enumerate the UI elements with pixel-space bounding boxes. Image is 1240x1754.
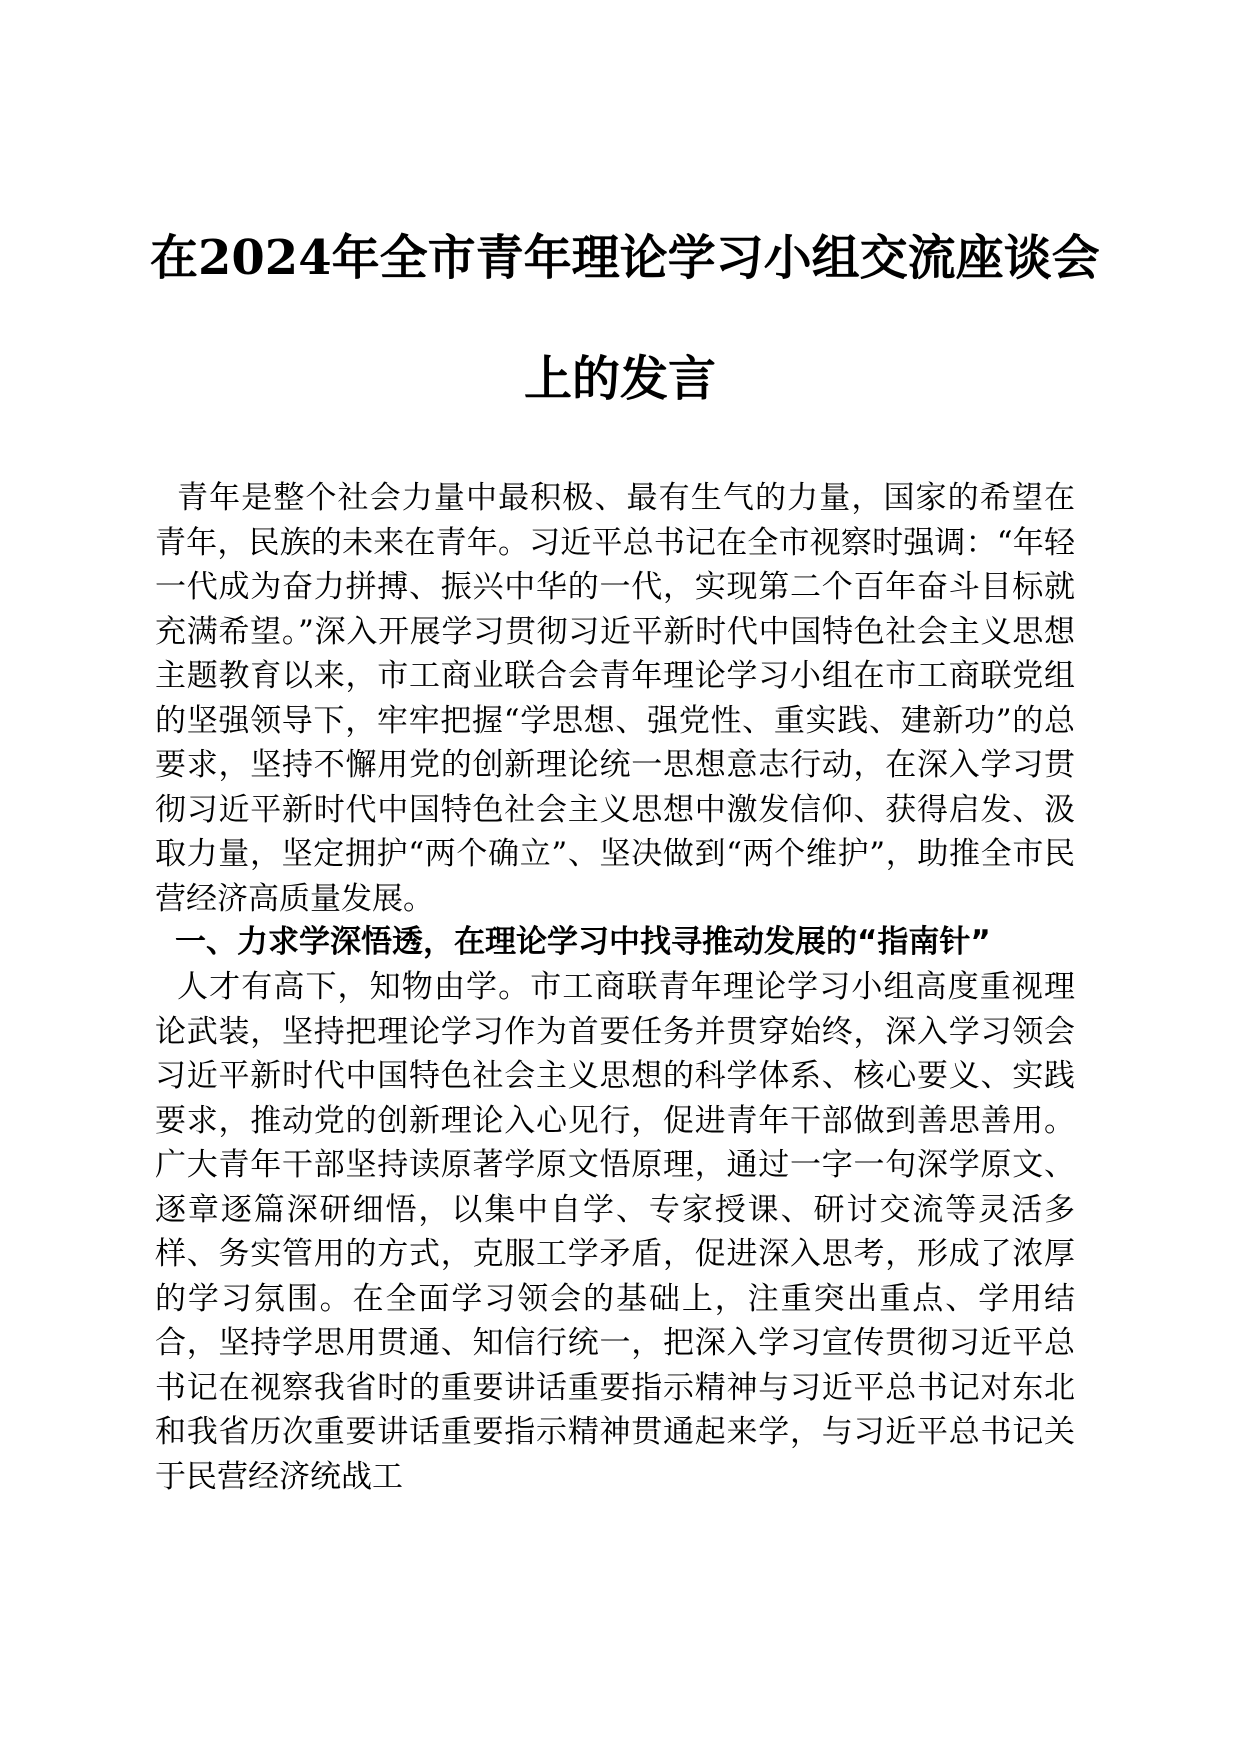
body-paragraph-2: 人才有高下，知物由学。市工商联青年理论学习小组高度重视理论武装，坚持把理论学习作为首要任务并贯穿始终，深入学习领会习近平新时代中国特色社会主义思想的科学体系、核心要义、实践要求，推动党的创新理论入心见行，促进青年干部做到善思善用。广大青年干部坚持读原著学原文悟原理，通过一字一句深学原文、逐章逐篇深研细悟，以集中自学、专家授课、研讨交流等灵活多样、务实管用的方式，克服工学矛盾，促进深入思考，形成了浓厚的学习氛围。在全面学习领会的基础上，注重突出重点、学用结合，坚持学思用贯通、知信行统一，把深入学习宣传贯彻习近平总书记在视察我省时的重要讲话重要指示精神与习近平总书记对东北和我省历次重要讲话重要指示精神贯通起来学，与习近平总书记关于民营经济统战工 [155, 969, 1075, 1495]
document-title-line-1: 在2024年全市青年理论学习小组交流座谈会 [150, 230, 1100, 286]
body-paragraph-1: 青年是整个社会力量中最积极、最有生气的力量，国家的希望在青年，民族的未来在青年。习近平总书记在全市视察时强调：“年轻一代成为奋力拼搏、振兴中华的一代，实现第二个百年奋斗目标就充满希望。”深入开展学习贯彻习近平新时代中国特色社会主义思想主题教育以来，市工商业联合会青年理论学习小组在市工商联党组的坚强领导下，牢牢把握“学思想、强党性、重实践、建新功”的总要求，坚持不懈用党的创新理论统一思想意志行动，在深入学习贯彻习近平新时代中国特色社会主义思想中激发信仰、获得启发、汲取力量，坚定拥护“两个确立”、坚决做到“两个维护”，助推全市民营经济高质量发展。 [155, 480, 1075, 917]
document-title-line-2: 上的发言 [523, 351, 716, 407]
section-heading-1: 一、力求学深悟透，在理论学习中找寻推动发展的“指南针” [175, 924, 991, 960]
